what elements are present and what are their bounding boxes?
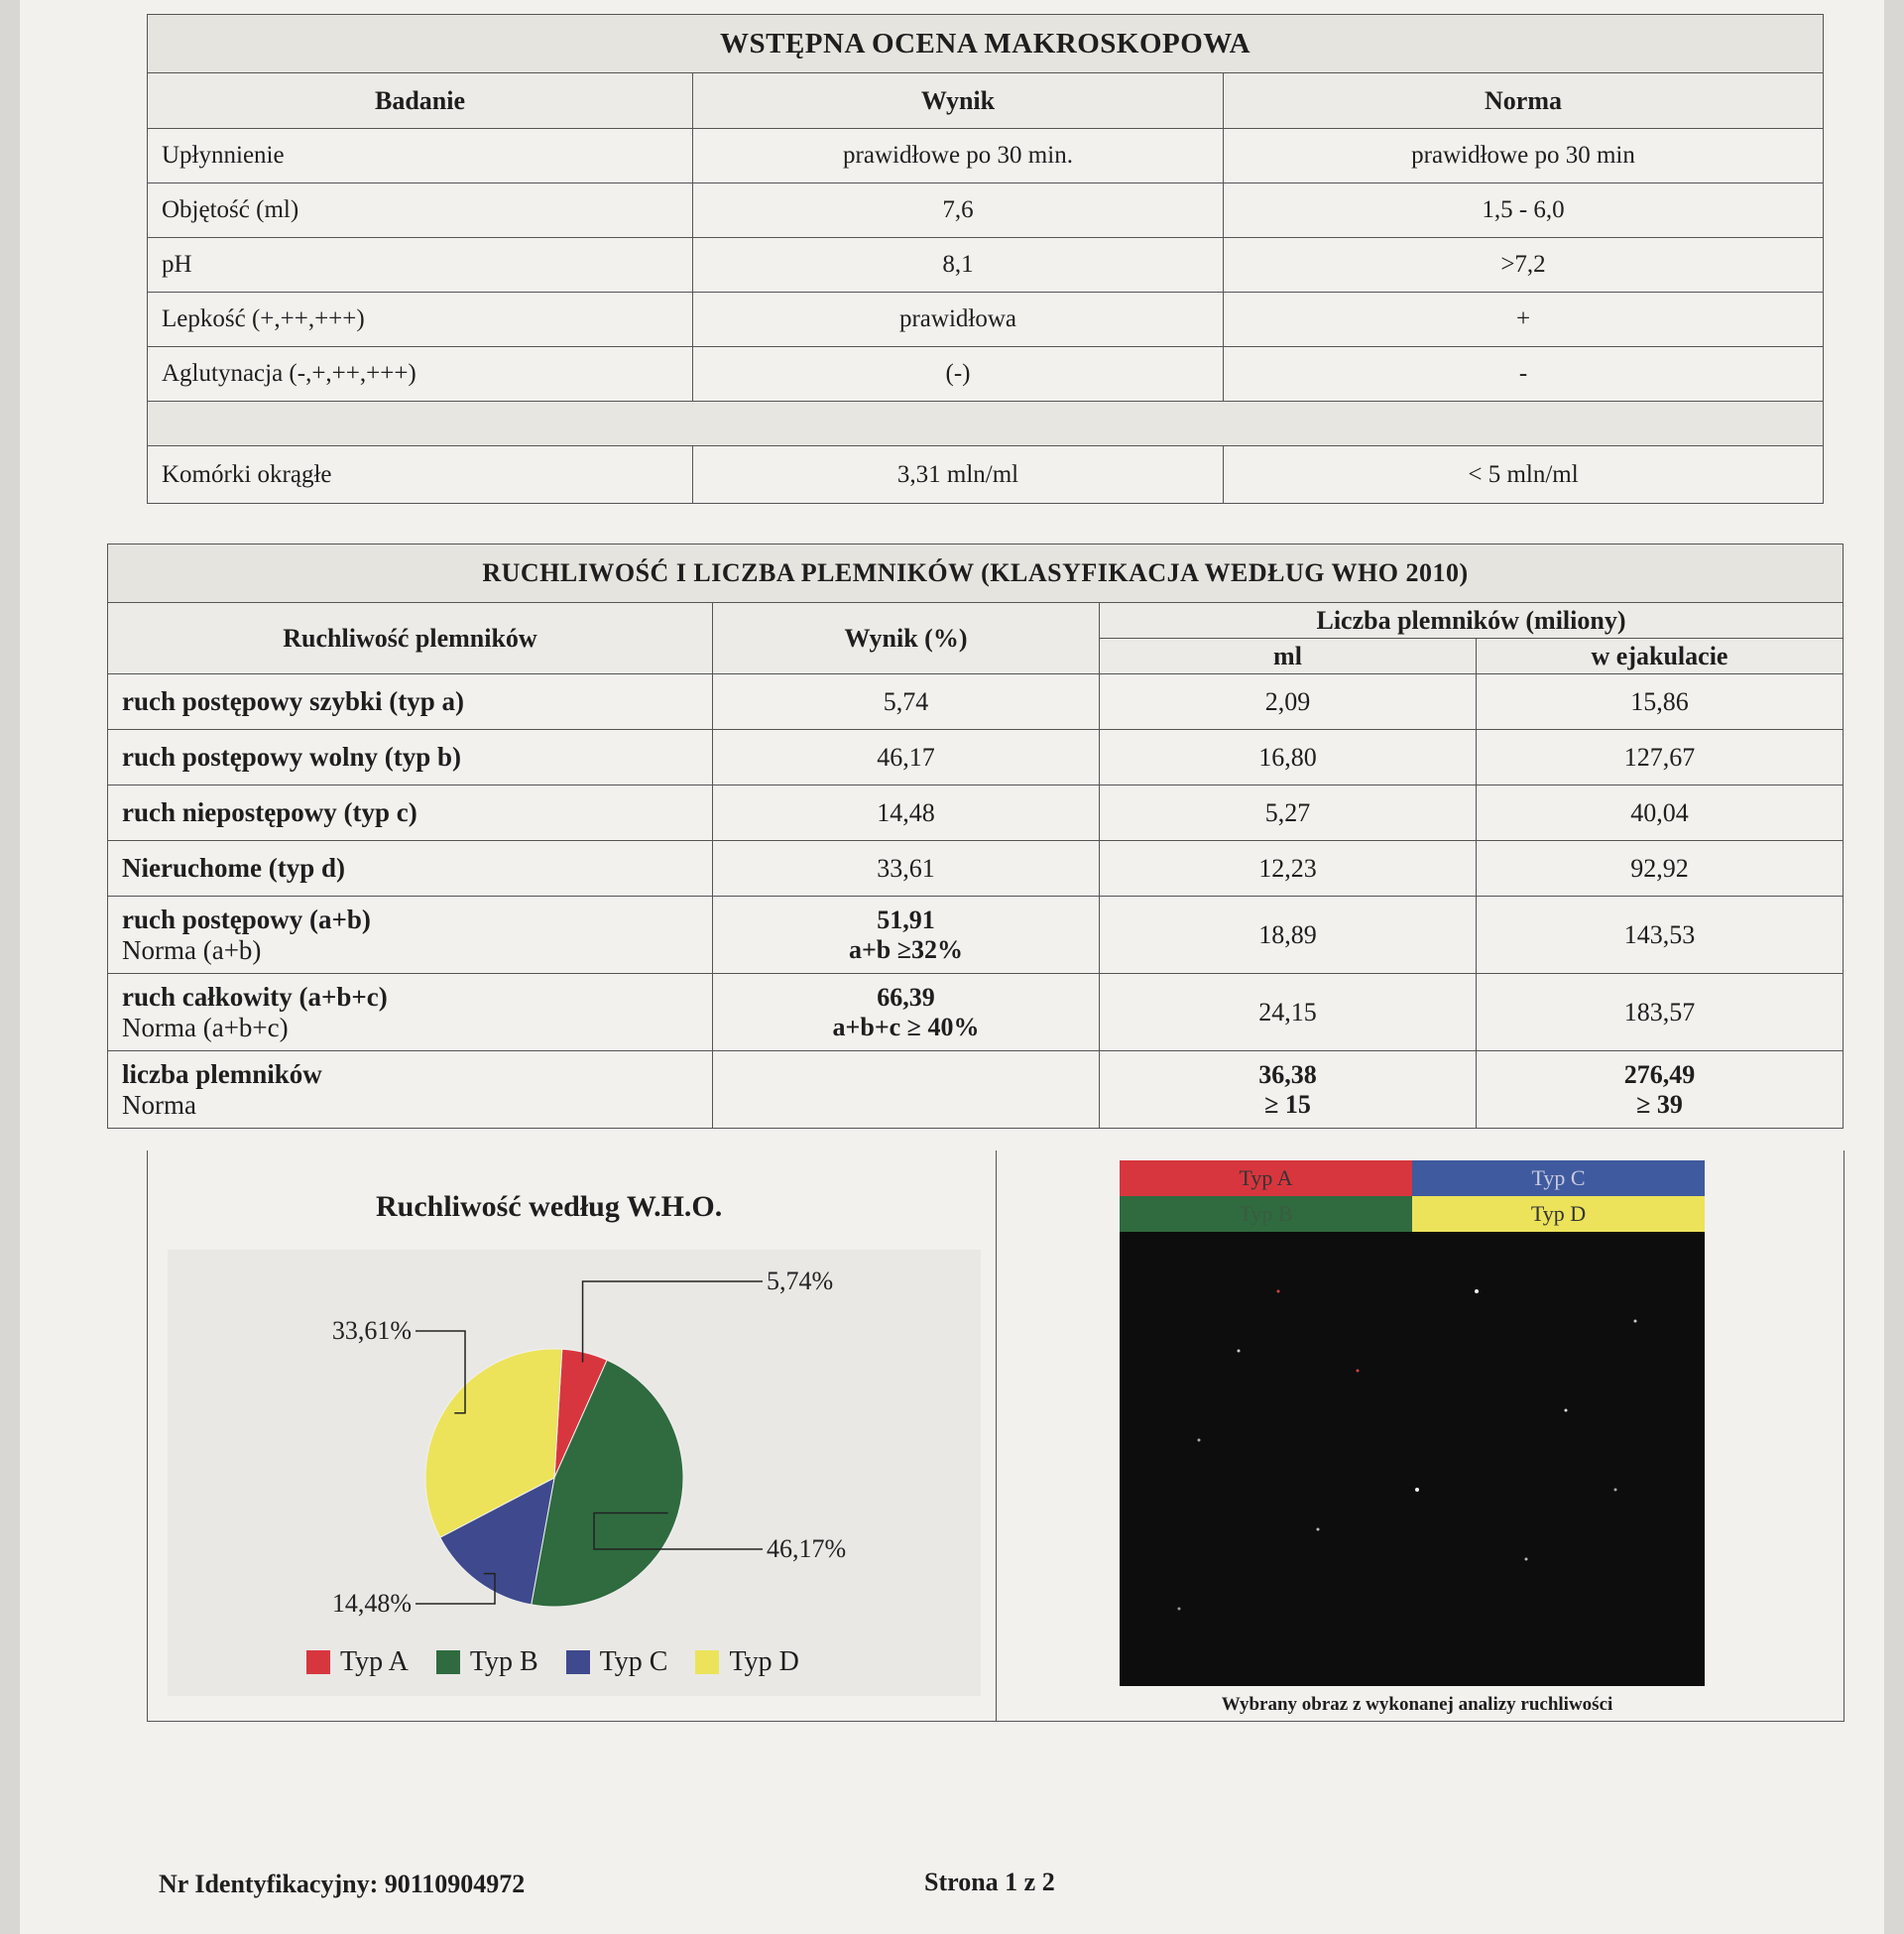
microscope-dots (1120, 1232, 1705, 1686)
macro-table (147, 14, 1824, 504)
motility-ejac: 15,86 (1477, 674, 1844, 730)
progressive-norm-label: Norma (a+b) (122, 934, 262, 965)
macro-norm: + (1224, 293, 1824, 347)
progressive-ml: 18,89 (1100, 897, 1477, 974)
motility-label: ruch postępowy szybki (typ a) (108, 674, 713, 730)
footer-id: Nr Identyfikacyjny: 90110904972 (159, 1870, 526, 1898)
header-result: Wynik (%) (713, 603, 1100, 674)
marker-typ-b: Typ B (1120, 1196, 1412, 1232)
macro-result: 3,31 mln/ml (693, 446, 1224, 504)
motility-label: Nieruchome (typ d) (108, 841, 713, 897)
motility-ml: 16,80 (1100, 730, 1477, 786)
pie-label: 46,17% (767, 1534, 847, 1563)
progressive-ejac: 143,53 (1477, 897, 1844, 974)
table-row (108, 786, 1844, 841)
pie-slices (425, 1349, 683, 1607)
panel-divider (996, 1150, 997, 1721)
legend-item (695, 1646, 798, 1678)
progressive-result: 51,91 (877, 905, 935, 934)
macro-norm: 1,5 - 6,0 (1224, 183, 1824, 238)
table-row (148, 129, 1824, 183)
macro-header-test: Badanie (148, 73, 693, 129)
charts-panel (147, 1150, 1844, 1722)
progressive-norm: a+b ≥32% (848, 934, 964, 964)
motility-ml: 5,27 (1100, 786, 1477, 841)
legend-swatch (566, 1650, 590, 1674)
macro-result: 7,6 (693, 183, 1224, 238)
header-ml: ml (1100, 639, 1477, 674)
macro-norm: - (1224, 347, 1824, 402)
motility-label: ruch niepostępowy (typ c) (108, 786, 713, 841)
motility-ml: 12,23 (1100, 841, 1477, 897)
footer-page: Strona 1 z 2 (924, 1868, 1055, 1896)
motility-ml: 2,09 (1100, 674, 1477, 730)
motility-ejac: 92,92 (1477, 841, 1844, 897)
motility-result: 5,74 (713, 674, 1100, 730)
macro-norm: < 5 mln/ml (1224, 446, 1824, 504)
table-row (148, 183, 1824, 238)
total-norm-label: Norma (a+b+c) (122, 1012, 289, 1042)
table-row (148, 347, 1824, 402)
macro-norm: >7,2 (1224, 238, 1824, 293)
legend-item (306, 1646, 409, 1678)
motility-ejac: 40,04 (1477, 786, 1844, 841)
total-ml: 24,15 (1100, 974, 1477, 1051)
motility-table (107, 544, 1844, 1129)
motility-result: 46,17 (713, 730, 1100, 786)
legend-label: Typ B (469, 1646, 538, 1677)
table-row (148, 238, 1824, 293)
legend-label: Typ A (340, 1646, 409, 1677)
chart-title: Ruchliwość według W.H.O. (376, 1190, 723, 1223)
macro-test: Aglutynacja (-,+,++,+++) (148, 347, 693, 402)
motility-label: ruch postępowy wolny (typ b) (108, 730, 713, 786)
macro-result: (-) (693, 347, 1224, 402)
macro-test: Lepkość (+,++,+++) (148, 293, 693, 347)
motility-ejac: 127,67 (1477, 730, 1844, 786)
motility-title: RUCHLIWOŚĆ I LICZBA PLEMNIKÓW (KLASYFIKACJA WEDŁUG WHO 2010) (108, 544, 1844, 603)
macro-result: prawidłowe po 30 min. (693, 129, 1224, 183)
count-ml-norm: ≥ 15 (1264, 1089, 1311, 1119)
header-ejac: w ejakulacie (1477, 639, 1844, 674)
legend-swatch (695, 1650, 719, 1674)
microscope-image (1120, 1232, 1705, 1686)
legend-swatch (306, 1650, 330, 1674)
legend-item (566, 1646, 668, 1678)
count-ejac: 276,49 (1623, 1059, 1696, 1089)
macro-norm: prawidłowe po 30 min (1224, 129, 1824, 183)
macro-header-result: Wynik (693, 73, 1224, 129)
pie-chart (168, 1250, 981, 1696)
progressive-label: ruch postępowy (a+b) (122, 904, 371, 934)
pie-label: 33,61% (331, 1316, 412, 1345)
macro-test: Komórki okrągłe (148, 446, 693, 504)
macro-result: 8,1 (693, 238, 1224, 293)
count-norm-label: Norma (122, 1089, 196, 1120)
table-row (108, 974, 1844, 1051)
count-ejac-norm: ≥ 39 (1636, 1089, 1683, 1119)
legend-label: Typ D (729, 1646, 799, 1677)
macro-test: Upłynnienie (148, 129, 693, 183)
pie-label: 5,74% (767, 1267, 834, 1295)
table-row (108, 897, 1844, 974)
macro-header-norm: Norma (1224, 73, 1824, 129)
macro-test: pH (148, 238, 693, 293)
macro-result: prawidłowa (693, 293, 1224, 347)
table-row (148, 446, 1824, 504)
table-row (148, 293, 1824, 347)
total-label: ruch całkowity (a+b+c) (122, 981, 388, 1012)
marker-typ-c: Typ C (1412, 1160, 1705, 1196)
legend-item (436, 1646, 538, 1678)
chart-legend (306, 1646, 799, 1678)
table-row (108, 1051, 1844, 1129)
legend-label: Typ C (599, 1646, 668, 1677)
count-label: liczba plemników (122, 1058, 322, 1089)
macro-title: WSTĘPNA OCENA MAKROSKOPOWA (148, 15, 1824, 73)
table-row (108, 730, 1844, 786)
motility-result: 14,48 (713, 786, 1100, 841)
legend-swatch (436, 1650, 460, 1674)
table-row (108, 674, 1844, 730)
header-count: Liczba plemników (miliony) (1100, 603, 1844, 639)
total-result: 66,39 (877, 982, 935, 1012)
total-norm: a+b+c ≥ 40% (832, 1012, 980, 1041)
marker-typ-a: Typ A (1120, 1160, 1412, 1196)
report-sheet (20, 0, 1884, 1934)
table-row (108, 841, 1844, 897)
pie-label: 14,48% (331, 1589, 412, 1618)
table-spacer (148, 402, 1824, 446)
macro-test: Objętość (ml) (148, 183, 693, 238)
microscope-caption: Wybrany obraz z wykonanej analizy ruchliwości (1221, 1694, 1613, 1715)
total-ejac: 183,57 (1477, 974, 1844, 1051)
motility-result: 33,61 (713, 841, 1100, 897)
count-ml: 36,38 (1258, 1059, 1317, 1089)
marker-typ-d: Typ D (1412, 1196, 1705, 1232)
header-motility: Ruchliwość plemników (108, 603, 713, 674)
